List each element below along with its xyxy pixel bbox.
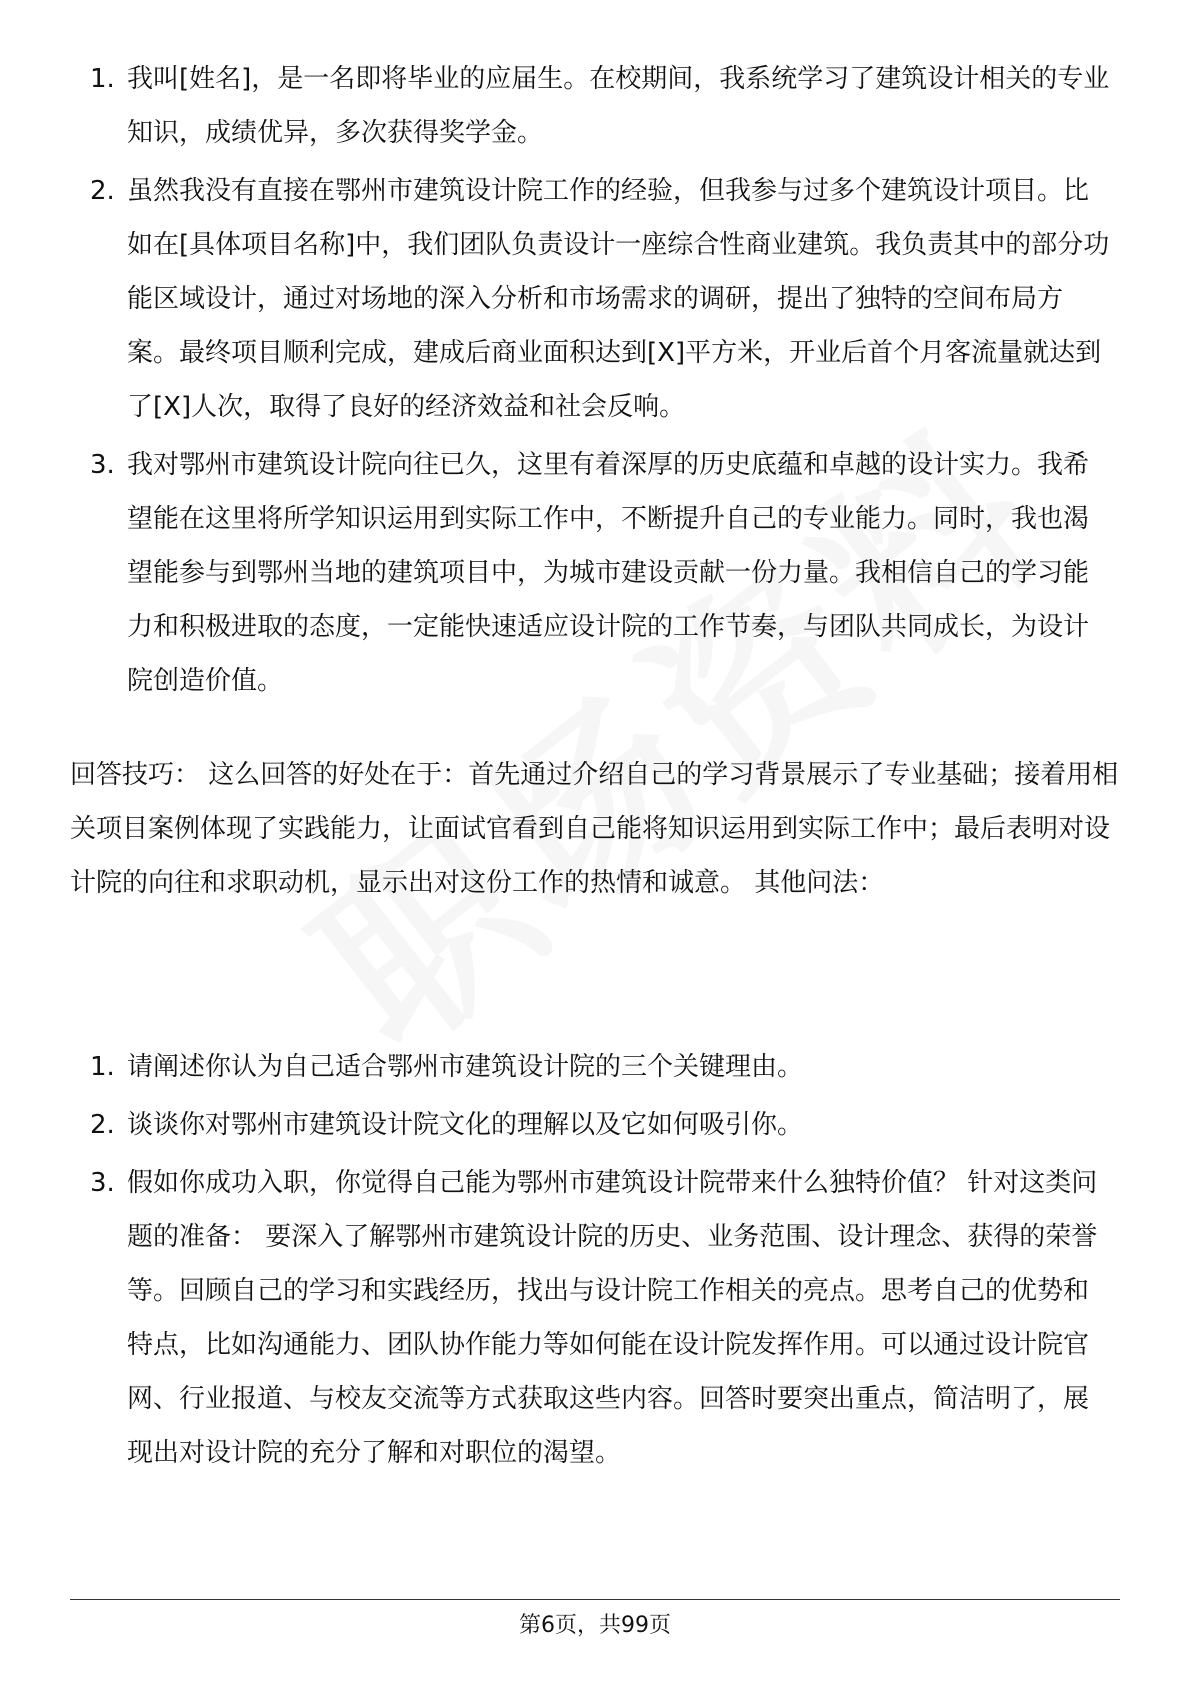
- list-item-text: 虽然我没有直接在鄂州市建筑设计院工作的经验，但我参与过多个建筑设计项目。比如在[具体项目名称]中，我们团队负责设计一座综合性商业建筑。我负责其中的部分功能区域设计，通过对场地的深入分析和市场需求的调研，提出了独特的空间布局方案。最终项目顺利完成，建成后商业面积达到[X]平方米，开业后首个月客流量就达到了[X]人次，取得了良好的经济效益和社会反响。: [127, 176, 1110, 422]
- list-item: [90, 1040, 1110, 1094]
- list-item: [90, 164, 1110, 434]
- list-item-text: 我叫[姓名]，是一名即将毕业的应届生。在校期间，我系统学习了建筑设计相关的专业知识，成绩优异，多次获得奖学金。: [127, 64, 1110, 148]
- list-item: [90, 52, 1110, 160]
- list-item-text: 谈谈你对鄂州市建筑设计院文化的理解以及它如何吸引你。: [127, 1110, 804, 1140]
- tips-paragraph: 回答技巧： 这么回答的好处在于：首先通过介绍自己的学习背景展示了专业基础；接着用相关项目案例体现了实践能力，让面试官看到自己能将知识运用到实际工作中；最后表明对设计院的向往和求职动机，显示出对这份工作的热情和诚意。 其他问法：: [70, 760, 1119, 898]
- page-number: 第6页，共99页: [519, 1613, 671, 1638]
- list-number: 1.: [90, 64, 115, 94]
- list-number: 3.: [90, 1168, 115, 1198]
- other-questions-list: [90, 1040, 1110, 1484]
- list-number: 1.: [90, 1052, 115, 1082]
- list-item-text: 我对鄂州市建筑设计院向往已久，这里有着深厚的历史底蕴和卓越的设计实力。我希望能在这里将所学知识运用到实际工作中，不断提升自己的专业能力。同时，我也渴望能参与到鄂州当地的建筑项目中，为城市建设贡献一份力量。我相信自己的学习能力和积极进取的态度，一定能快速适应设计院的工作节奏，与团队共同成长，为设计院创造价值。: [127, 450, 1090, 696]
- list-item-text: 假如你成功入职，你觉得自己能为鄂州市建筑设计院带来什么独特价值？ 针对这类问题的准备： 要深入了解鄂州市建筑设计院的历史、业务范围、设计理念、获得的荣誉等。回顾自己的学习和实践经历，找出与设计院工作相关的亮点。思考自己的优势和特点，比如沟通能力、团队协作能力等如何能在设计院发挥作用。可以通过设计院官网、行业报道、与校友交流等方式获取这些内容。回答时要突出重点，简洁明了，展现出对设计院的充分了解和对职位的渴望。: [127, 1168, 1098, 1468]
- list-number: 3.: [90, 450, 115, 480]
- list-item: [90, 1098, 1110, 1152]
- list-number: 2.: [90, 1110, 115, 1140]
- footer-divider: [70, 1599, 1120, 1600]
- list-number: 2.: [90, 176, 115, 206]
- list-item: [90, 1156, 1110, 1480]
- list-item-text: 请阐述你认为自己适合鄂州市建筑设计院的三个关键理由。: [127, 1052, 804, 1082]
- list-item: [90, 438, 1110, 708]
- answer-list: [90, 52, 1110, 712]
